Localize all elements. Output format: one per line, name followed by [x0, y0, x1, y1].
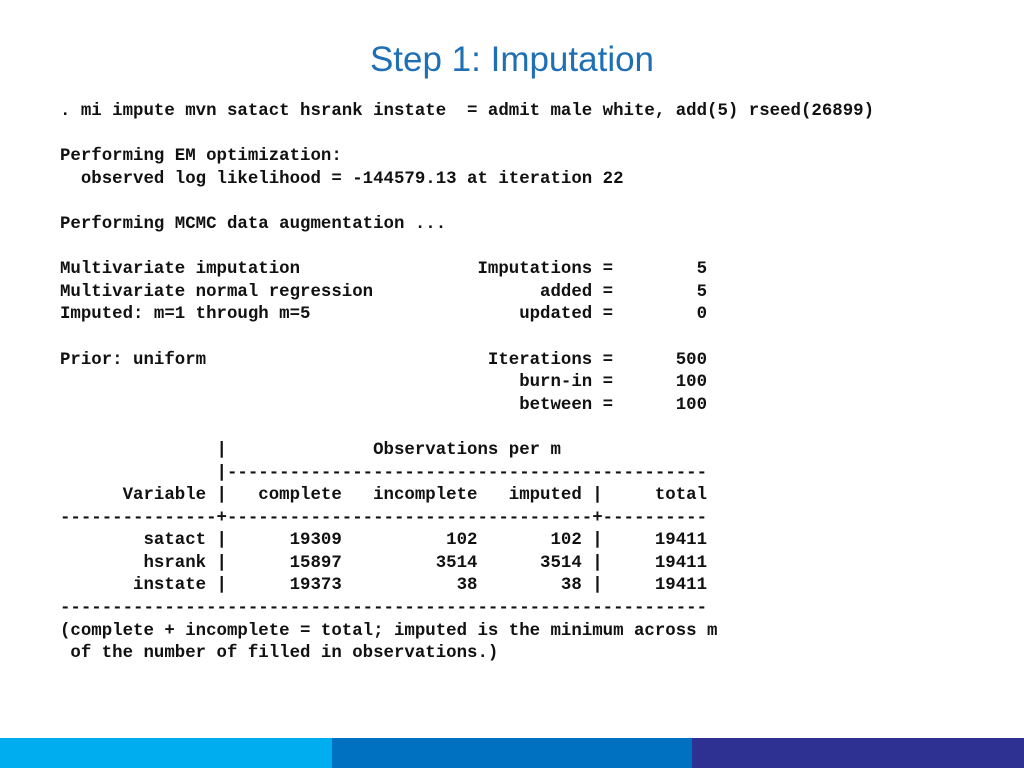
output-line: | Observations per m [60, 440, 561, 460]
output-line: -------------------------------------------------------------- [60, 599, 708, 619]
output-line: hsrank | 15897 3514 3514 | 19411 [60, 553, 708, 573]
slide-title: Step 1: Imputation [369, 40, 655, 79]
footer-segment-left [0, 738, 332, 768]
output-line [60, 124, 874, 147]
output-line [60, 191, 874, 214]
output-line: Variable | complete incomplete imputed | total [60, 486, 708, 506]
output-line: satact | 19309 102 102 | 19411 [60, 531, 708, 551]
footer-bar [0, 738, 1024, 768]
output-line: (complete + incomplete = total; imputed is the minimum across m [60, 621, 718, 641]
output-line: Multivariate imputation Imputations = 5 [60, 260, 708, 280]
output-line: Performing EM optimization: [60, 147, 342, 167]
output-line: ---------------+-----------------------------------+---------- [60, 508, 708, 528]
output-line: Performing MCMC data augmentation ... [60, 214, 447, 234]
footer-segment-right [692, 738, 1024, 768]
output-line: |---------------------------------------------- [60, 463, 708, 483]
output-line: Prior: uniform Iterations = 500 [60, 350, 708, 370]
output-line: between = 100 [60, 395, 708, 415]
output-line: observed log likelihood = -144579.13 at iteration 22 [60, 169, 624, 189]
output-line: burn-in = 100 [60, 373, 708, 393]
output-line: instate | 19373 38 38 | 19411 [60, 576, 708, 596]
output-line: Multivariate normal regression added = 5 [60, 282, 708, 302]
output-line [60, 327, 874, 350]
stata-output [60, 101, 874, 666]
output-line [60, 237, 874, 260]
output-line [60, 417, 874, 440]
output-line: of the number of filled in observations.) [60, 644, 499, 664]
footer-segment-middle [332, 738, 692, 768]
output-line: . mi impute mvn satact hsrank instate = admit male white, add(5) rseed(26899) [60, 102, 875, 121]
output-line: Imputed: m=1 through m=5 updated = 0 [60, 305, 708, 325]
